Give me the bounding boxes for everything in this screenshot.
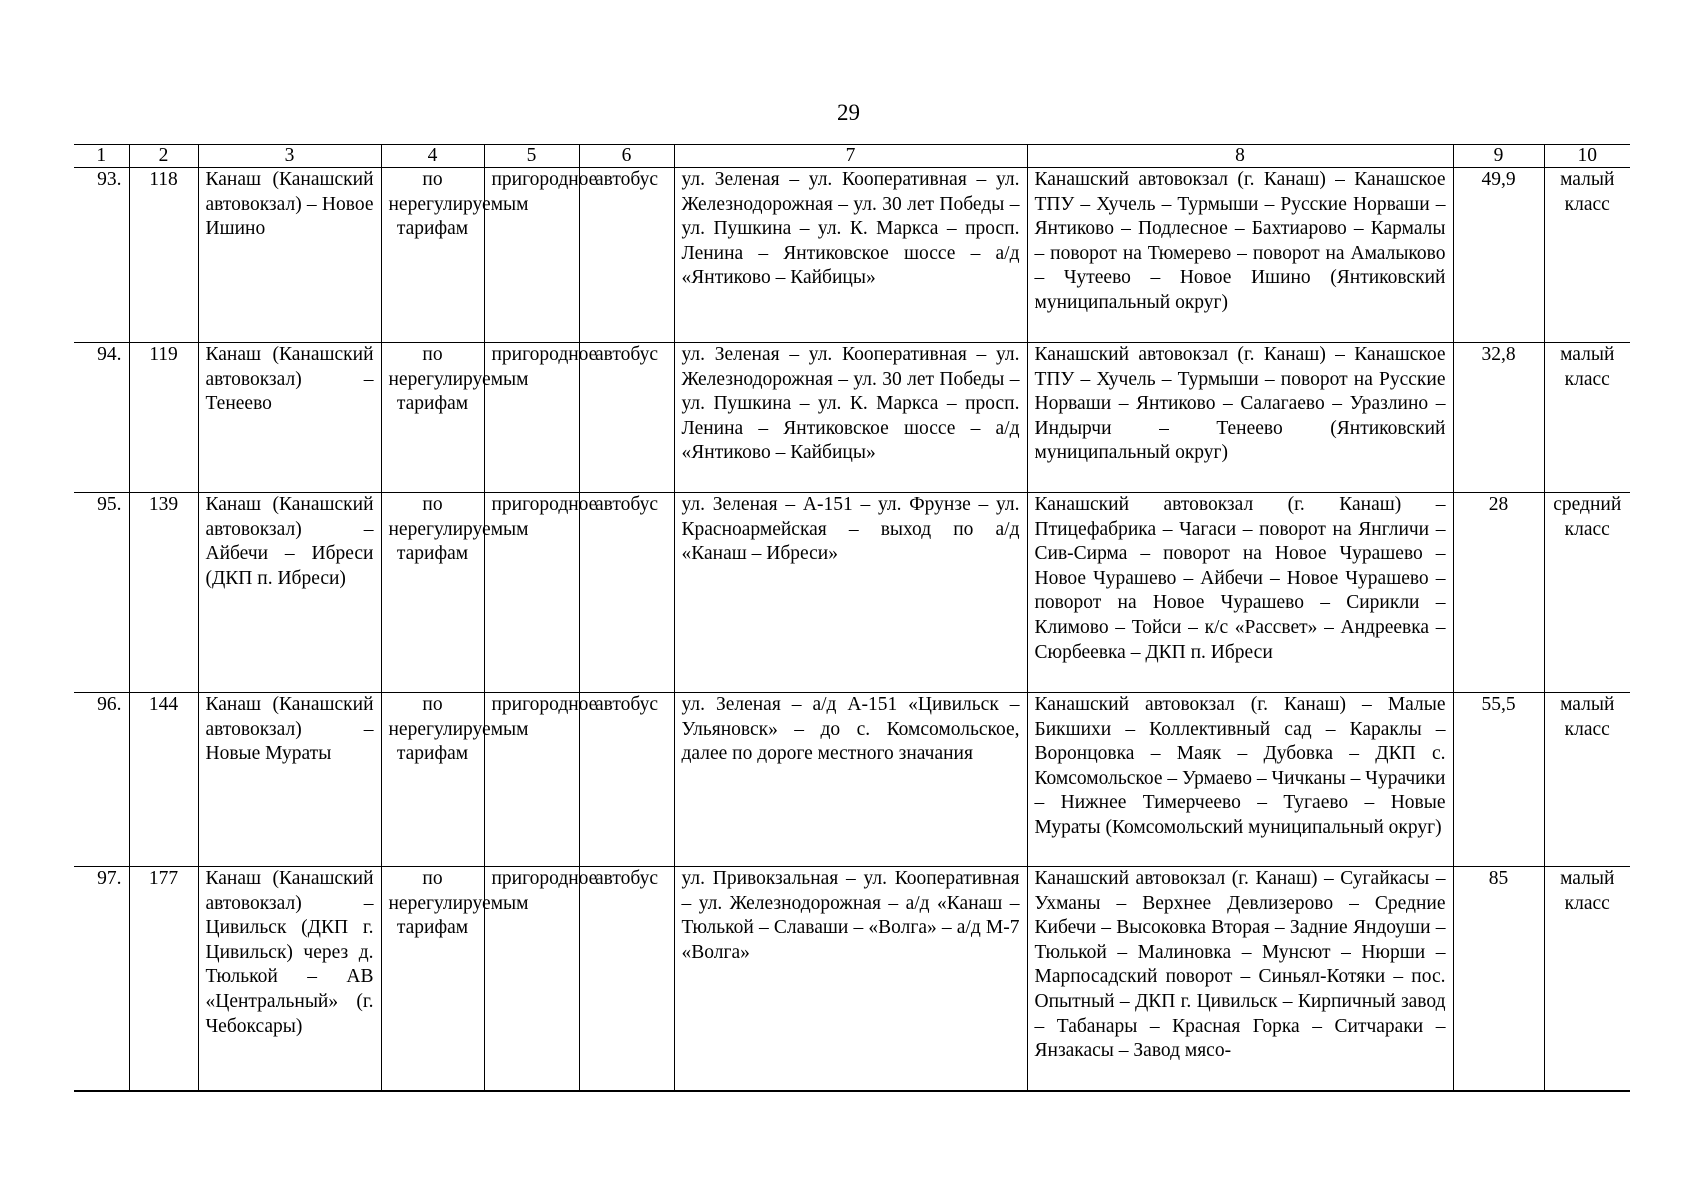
route-vehicle: автобус [579,693,674,867]
route-streets: ул. Зеленая – ул. Кооперативная – ул. Железнодорожная – ул. 30 лет Победы – ул. Пушкина – ул. К. Маркса – просп. Ленина – Янтиковское шоссе – а/д «Янтиково – Кайбицы» [674,168,1027,343]
table-row [74,693,1630,867]
vehicle-class: малый класс [1544,693,1630,867]
row-number: 94. [74,343,129,493]
table-row [74,867,1630,1091]
route-stops: Канашский автовокзал (г. Канаш) – Канашское ТПУ – Хучель – Турмыши – Русские Норваши – Янтиково – Подлесное – Бахтиарово – Кармалы – поворот на Тюмерево – поворот на Амалыково – Чутеево – Новое Ишино (Янтиковский муниципальный округ) [1027,168,1453,343]
table-row [74,343,1630,493]
route-stops: Канашский автовокзал (г. Канаш) – Канашское ТПУ – Хучель – Турмыши – поворот на Русские Норваши – Янтиково – Салагаево – Уразлино – Индырчи – Тенеево (Янтиковский муниципальный округ) [1027,343,1453,493]
row-number: 93. [74,168,129,343]
header-row [74,145,1630,168]
route-streets: ул. Зеленая – а/д А-151 «Цивильск – Ульяновск» – до с. Комсомольское, далее по дороге местного значания [674,693,1027,867]
route-length: 32,8 [1453,343,1544,493]
vehicle-class: средний класс [1544,493,1630,693]
table-row [74,493,1630,693]
column-header: 10 [1544,145,1630,168]
route-streets: ул. Зеленая – ул. Кооперативная – ул. Железнодорожная – ул. 30 лет Победы – ул. Пушкина – ул. К. Маркса – просп. Ленина – Янтиковское шоссе – а/д «Янтиково – Кайбицы» [674,343,1027,493]
page-number: 29 [837,100,860,125]
route-vehicle: автобус [579,343,674,493]
route-stops: Канашский автовокзал (г. Канаш) – Птицефабрика – Чагаси – поворот на Янгличи – Сив-Сирма – поворот на Новое Чурашево – Новое Чурашево – Айбечи – Новое Чурашево – поворот на Новое Чурашево – Сирикли – Климово – Тойси – к/с «Рассвет» – Андреевка – Сюрбеевка – ДКП п. Ибреси [1027,493,1453,693]
route-streets: ул. Зеленая – А-151 – ул. Фрунзе – ул. Красноармейская – выход по а/д «Канаш – Ибреси» [674,493,1027,693]
column-header: 5 [484,145,579,168]
route-tariff: по нерегулируемым тарифам [381,168,484,343]
route-tariff: по нерегулируемым тарифам [381,693,484,867]
routes-table [74,144,1630,1092]
column-header: 9 [1453,145,1544,168]
column-header: 3 [198,145,381,168]
route-name: Канаш (Канашский автовокзал) – Новые Мураты [198,693,381,867]
row-number: 95. [74,493,129,693]
column-header: 2 [129,145,198,168]
route-stops: Канашский автовокзал (г. Канаш) – Малые Бикшихи – Коллективный сад – Караклы – Воронцовка – Маяк – Дубовка – ДКП с. Комсомольское – Урмаево – Чичканы – Чурачики – Нижнее Тимерчеево – Тугаево – Новые Мураты (Комсомольский муниципальный округ) [1027,693,1453,867]
route-type: пригородное [484,168,579,343]
route-length: 85 [1453,867,1544,1091]
route-vehicle: автобус [579,867,674,1091]
vehicle-class: малый класс [1544,168,1630,343]
route-code: 139 [129,493,198,693]
route-length: 55,5 [1453,693,1544,867]
route-code: 118 [129,168,198,343]
route-name: Канаш (Канашский автовокзал) – Тенеево [198,343,381,493]
vehicle-class: малый класс [1544,867,1630,1091]
route-code: 177 [129,867,198,1091]
vehicle-class: малый класс [1544,343,1630,493]
table-row [74,168,1630,343]
route-type: пригородное [484,693,579,867]
route-code: 119 [129,343,198,493]
route-vehicle: автобус [579,168,674,343]
route-code: 144 [129,693,198,867]
route-tariff: по нерегулируемым тарифам [381,867,484,1091]
column-header: 1 [74,145,129,168]
route-streets: ул. Привокзальная – ул. Кооперативная – ул. Железнодорожная – а/д «Канаш – Тюлькой – Славаши – «Волга» – а/д М-7 «Волга» [674,867,1027,1091]
route-name: Канаш (Канашский автовокзал) – Новое Ишино [198,168,381,343]
route-tariff: по нерегулируемым тарифам [381,343,484,493]
route-type: пригородное [484,343,579,493]
route-type: пригородное [484,493,579,693]
column-header: 4 [381,145,484,168]
route-length: 28 [1453,493,1544,693]
route-type: пригородное [484,867,579,1091]
row-number: 96. [74,693,129,867]
route-stops: Канашский автовокзал (г. Канаш) – Сугайкасы – Ухманы – Верхнее Девлизерово – Средние Кибечи – Высоковка Вторая – Задние Яндоуши – Тюлькой – Малиновка – Мунсют – Нюрши – Марпосадский поворот – Синьял-Котяки – пос. Опытный – ДКП г. Цивильск – Кирпичный завод – Табанары – Красная Горка – Ситчараки – Янзакасы – Завод мясо- [1027,867,1453,1091]
route-name: Канаш (Канашский автовокзал) – Цивильск (ДКП г. Цивильск) через д. Тюлькой – АВ «Центральный» (г. Чебоксары) [198,867,381,1091]
route-name: Канаш (Канашский автовокзал) – Айбечи – Ибреси (ДКП п. Ибреси) [198,493,381,693]
column-header: 6 [579,145,674,168]
column-header: 8 [1027,145,1453,168]
route-length: 49,9 [1453,168,1544,343]
route-vehicle: автобус [579,493,674,693]
row-number: 97. [74,867,129,1091]
route-tariff: по нерегулируемым тарифам [381,493,484,693]
column-header: 7 [674,145,1027,168]
